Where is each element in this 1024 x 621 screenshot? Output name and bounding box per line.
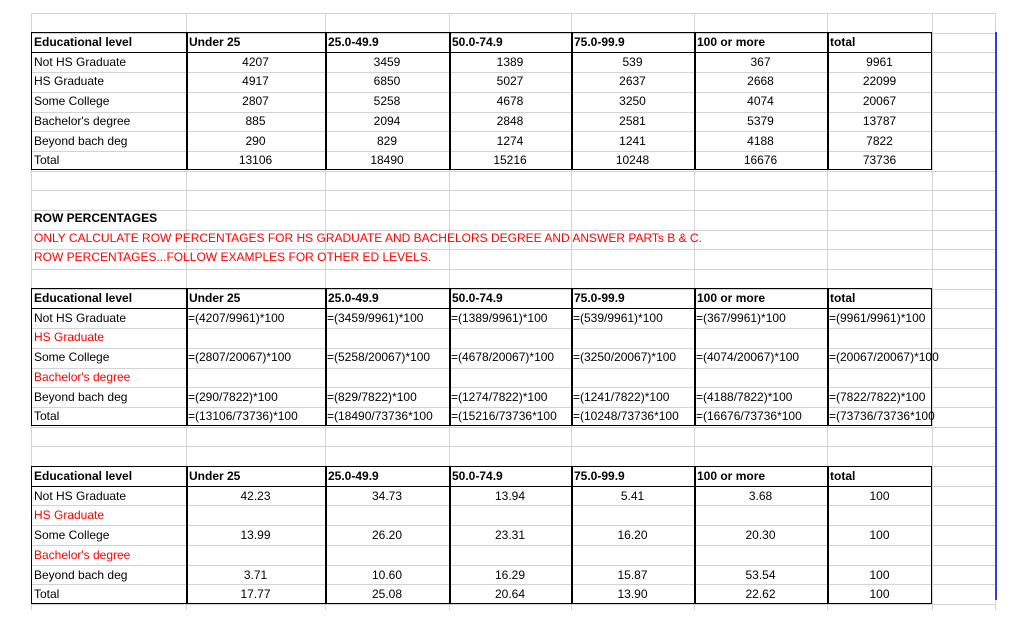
table-cell[interactable]: 2668 [747, 74, 774, 89]
header-cell[interactable]: Under 25 [189, 35, 241, 49]
row-label[interactable]: Bachelor's degree [34, 369, 131, 384]
header-cell[interactable]: 75.0-99.9 [574, 291, 625, 305]
table-cell[interactable]: =(1389/9961)*100 [451, 310, 548, 325]
table-cell[interactable]: 367 [750, 54, 771, 69]
table-cell[interactable]: 53.54 [745, 567, 776, 582]
table-cell[interactable] [828, 506, 931, 525]
table-cell[interactable] [828, 546, 931, 565]
table-cell[interactable]: =(1274/7822)*100 [451, 389, 548, 404]
table-cell[interactable] [188, 328, 347, 347]
table-cell[interactable]: 5.41 [620, 488, 645, 503]
table-cell[interactable]: 1241 [619, 133, 646, 148]
row-label[interactable]: Total [34, 153, 60, 168]
header-cell[interactable]: Under 25 [189, 469, 241, 483]
page-break-line [995, 32, 997, 600]
table-cell[interactable]: 20067 [862, 94, 897, 109]
table-cell[interactable]: =(4207/9961)*100 [188, 310, 285, 325]
table-cell[interactable]: 15216 [493, 153, 527, 168]
row-percentages-heading: ROW PERCENTAGES [34, 211, 158, 225]
table-cell[interactable]: 13106 [238, 153, 273, 168]
table-cell[interactable]: =(9961/9961)*100 [829, 310, 926, 325]
table-cell[interactable]: 13787 [862, 113, 897, 128]
gridline-row [31, 171, 995, 172]
gridline-row [31, 427, 995, 428]
header-cell[interactable]: total [830, 469, 856, 483]
header-cell[interactable]: Under 25 [189, 291, 241, 305]
row-label[interactable]: Bachelor's degree [34, 547, 131, 562]
table-cell[interactable] [696, 328, 849, 347]
table-cell[interactable]: 100 [869, 567, 890, 582]
table-cell[interactable] [326, 506, 448, 525]
table-cell[interactable]: =(3459/9961)*100 [327, 310, 424, 325]
table-cell[interactable] [829, 368, 954, 387]
table-cell[interactable] [695, 546, 826, 565]
header-cell[interactable]: 25.0-49.9 [328, 291, 379, 305]
table-cell[interactable]: 16676 [743, 153, 778, 168]
table-cell[interactable]: 2094 [373, 113, 401, 128]
header-cell[interactable]: 75.0-99.9 [574, 469, 625, 483]
row-label[interactable]: Bachelor's degree [34, 113, 131, 128]
table-cell[interactable]: 18490 [370, 153, 404, 168]
table-cell[interactable]: =(367/9961)*100 [696, 310, 786, 325]
gridline-row [31, 446, 995, 447]
header-cell[interactable]: 50.0-74.9 [452, 291, 503, 305]
table-cell[interactable]: 3.68 [748, 488, 773, 503]
table-cell[interactable]: =(290/7822)*100 [188, 389, 278, 404]
row-label[interactable]: Total [34, 587, 60, 602]
table-cell[interactable]: 4207 [242, 54, 269, 69]
row-label[interactable]: Beyond bach deg [34, 389, 128, 404]
row-label[interactable]: Beyond bach deg [34, 133, 128, 148]
table-cell[interactable]: 885 [245, 113, 266, 128]
table-cell[interactable]: 1389 [496, 54, 524, 69]
table-cell[interactable]: 829 [376, 133, 398, 148]
table-cell[interactable]: 10248 [615, 153, 650, 168]
table-cell[interactable]: 539 [622, 54, 643, 69]
table-cell[interactable]: 20.30 [745, 528, 776, 543]
header-educational-level[interactable]: Educational level [34, 35, 133, 49]
table-cell[interactable] [326, 546, 448, 565]
table-cell[interactable]: 17.77 [240, 587, 271, 602]
table-cell[interactable]: 13.99 [240, 528, 271, 543]
table-cell[interactable]: =(1241/7822)*100 [573, 389, 670, 404]
table-cell[interactable]: =(5258/20067)*100 [327, 350, 431, 365]
table-cell[interactable] [451, 368, 593, 387]
table-cell[interactable]: =(3250/20067)*100 [573, 350, 677, 365]
table-cell[interactable] [572, 546, 693, 565]
table-cell[interactable]: 7822 [866, 133, 893, 148]
table-cell[interactable]: 1274 [496, 133, 524, 148]
table-cell[interactable]: 4188 [747, 133, 774, 148]
table-cell[interactable]: 73736 [862, 153, 897, 168]
table-cell[interactable]: =(13106/73736)*100 [188, 409, 298, 424]
row-label[interactable]: HS Graduate [34, 74, 105, 89]
table-cell[interactable]: 23.31 [494, 528, 526, 543]
table-cell[interactable]: 9961 [866, 54, 893, 69]
header-cell[interactable]: 50.0-74.9 [452, 469, 503, 483]
table-cell[interactable]: =(829/7822)*100 [327, 389, 417, 404]
table-cell[interactable] [327, 328, 471, 347]
table-cell[interactable]: 6850 [373, 74, 401, 89]
table-cell[interactable]: =(16676/73736*100 [696, 409, 802, 424]
gridline-row [31, 13, 995, 14]
table-cell[interactable]: 10.60 [371, 567, 403, 582]
header-cell[interactable]: 100 or more [697, 291, 766, 305]
table-cell[interactable]: =(15216/73736*100 [451, 409, 557, 424]
row-label[interactable]: Beyond bach deg [34, 567, 128, 582]
table-cell[interactable] [451, 328, 593, 347]
table-cell[interactable]: 22099 [862, 74, 897, 89]
table-cell[interactable]: 3459 [373, 54, 401, 69]
row-label[interactable]: Not HS Graduate [34, 488, 127, 503]
table-cell[interactable]: 4917 [242, 74, 269, 89]
table-cell[interactable] [327, 368, 471, 387]
table-cell[interactable]: 290 [245, 133, 266, 148]
table-cell[interactable] [450, 506, 570, 525]
header-cell[interactable]: 25.0-49.9 [328, 469, 379, 483]
table-cell[interactable]: 4074 [747, 94, 774, 109]
table-cell[interactable]: =(73736/73736*100 [829, 409, 935, 424]
instruction-text: ROW PERCENTAGES...FOLLOW EXAMPLES FOR OTHER ED LEVELS. [34, 250, 432, 264]
table-cell[interactable]: 2637 [619, 74, 646, 89]
table-cell[interactable]: =(7822/7822)*100 [829, 389, 926, 404]
instruction-text: ONLY CALCULATE ROW PERCENTAGES FOR HS GRADUATE AND BACHELORS DEGREE AND ANSWER PARTs B & C. [34, 231, 702, 245]
row-label[interactable]: Not HS Graduate [34, 54, 127, 69]
table-cell[interactable] [187, 506, 324, 525]
table-cell[interactable]: 4678 [496, 94, 524, 109]
table-cell[interactable]: 13.94 [494, 488, 526, 503]
header-cell[interactable]: 25.0-49.9 [328, 35, 379, 49]
table-cell[interactable] [450, 546, 570, 565]
table-cell[interactable]: 5258 [373, 94, 401, 109]
table-cell[interactable] [187, 546, 324, 565]
header-cell[interactable]: total [830, 291, 856, 305]
table-cell[interactable]: 100 [869, 488, 890, 503]
table-cell[interactable]: 42.23 [240, 488, 271, 503]
table-cell[interactable] [696, 368, 849, 387]
table-cell[interactable]: 15.87 [617, 567, 648, 582]
row-label[interactable]: HS Graduate [34, 330, 105, 345]
table-cell[interactable] [573, 328, 716, 347]
header-educational-level[interactable]: Educational level [34, 469, 133, 483]
header-cell[interactable]: total [830, 35, 856, 49]
table-cell[interactable]: 13.90 [617, 587, 648, 602]
table-cell[interactable]: 16.20 [617, 528, 648, 543]
table-cell[interactable]: 3.71 [243, 567, 268, 582]
table-cell[interactable]: 100 [869, 528, 890, 543]
table-cell[interactable]: 25.08 [371, 587, 403, 602]
header-cell[interactable]: 100 or more [697, 469, 766, 483]
table-cell[interactable] [829, 328, 954, 347]
table-cell[interactable]: 5379 [747, 113, 774, 128]
table-cell[interactable] [695, 506, 826, 525]
header-educational-level[interactable]: Educational level [34, 291, 133, 305]
table-cell[interactable]: 2807 [242, 94, 269, 109]
header-cell[interactable]: 100 or more [697, 35, 766, 49]
table-cell[interactable]: =(4188/7822)*100 [696, 389, 793, 404]
table-cell[interactable]: 34.73 [371, 488, 403, 503]
table-cell[interactable]: =(4074/20067)*100 [696, 350, 800, 365]
table-cell[interactable]: =(539/9961)*100 [573, 310, 663, 325]
row-label[interactable]: Not HS Graduate [34, 310, 127, 325]
table-cell[interactable]: 100 [869, 587, 890, 602]
table-cell[interactable] [188, 368, 347, 387]
table-cell[interactable] [573, 368, 716, 387]
table-cell[interactable]: 2581 [619, 113, 646, 128]
table-cell[interactable]: 3250 [619, 94, 646, 109]
gridline-row [31, 190, 995, 191]
table-cell[interactable]: 5027 [496, 74, 524, 89]
row-label[interactable]: Total [34, 409, 60, 424]
row-label[interactable]: Some College [34, 94, 110, 109]
table-cell[interactable]: 16.29 [494, 567, 526, 582]
row-label[interactable]: HS Graduate [34, 508, 105, 523]
table-cell[interactable]: 26.20 [371, 528, 403, 543]
table-cell[interactable]: =(2807/20067)*100 [188, 350, 292, 365]
header-cell[interactable]: 75.0-99.9 [574, 35, 625, 49]
table-cell[interactable]: 2848 [496, 113, 524, 128]
table-cell[interactable]: 22.62 [745, 587, 776, 602]
table-cell[interactable] [572, 506, 693, 525]
row-label[interactable]: Some College [34, 350, 110, 365]
gridline-row [31, 269, 995, 270]
table-cell[interactable]: =(18490/73736*100 [327, 409, 433, 424]
table-cell[interactable]: =(4678/20067)*100 [451, 350, 555, 365]
header-cell[interactable]: 50.0-74.9 [452, 35, 503, 49]
table-cell[interactable]: =(20067/20067)*100 [829, 350, 939, 365]
table-cell[interactable]: =(10248/73736*100 [573, 409, 679, 424]
table-cell[interactable]: 20.64 [494, 587, 526, 602]
row-label[interactable]: Some College [34, 528, 110, 543]
